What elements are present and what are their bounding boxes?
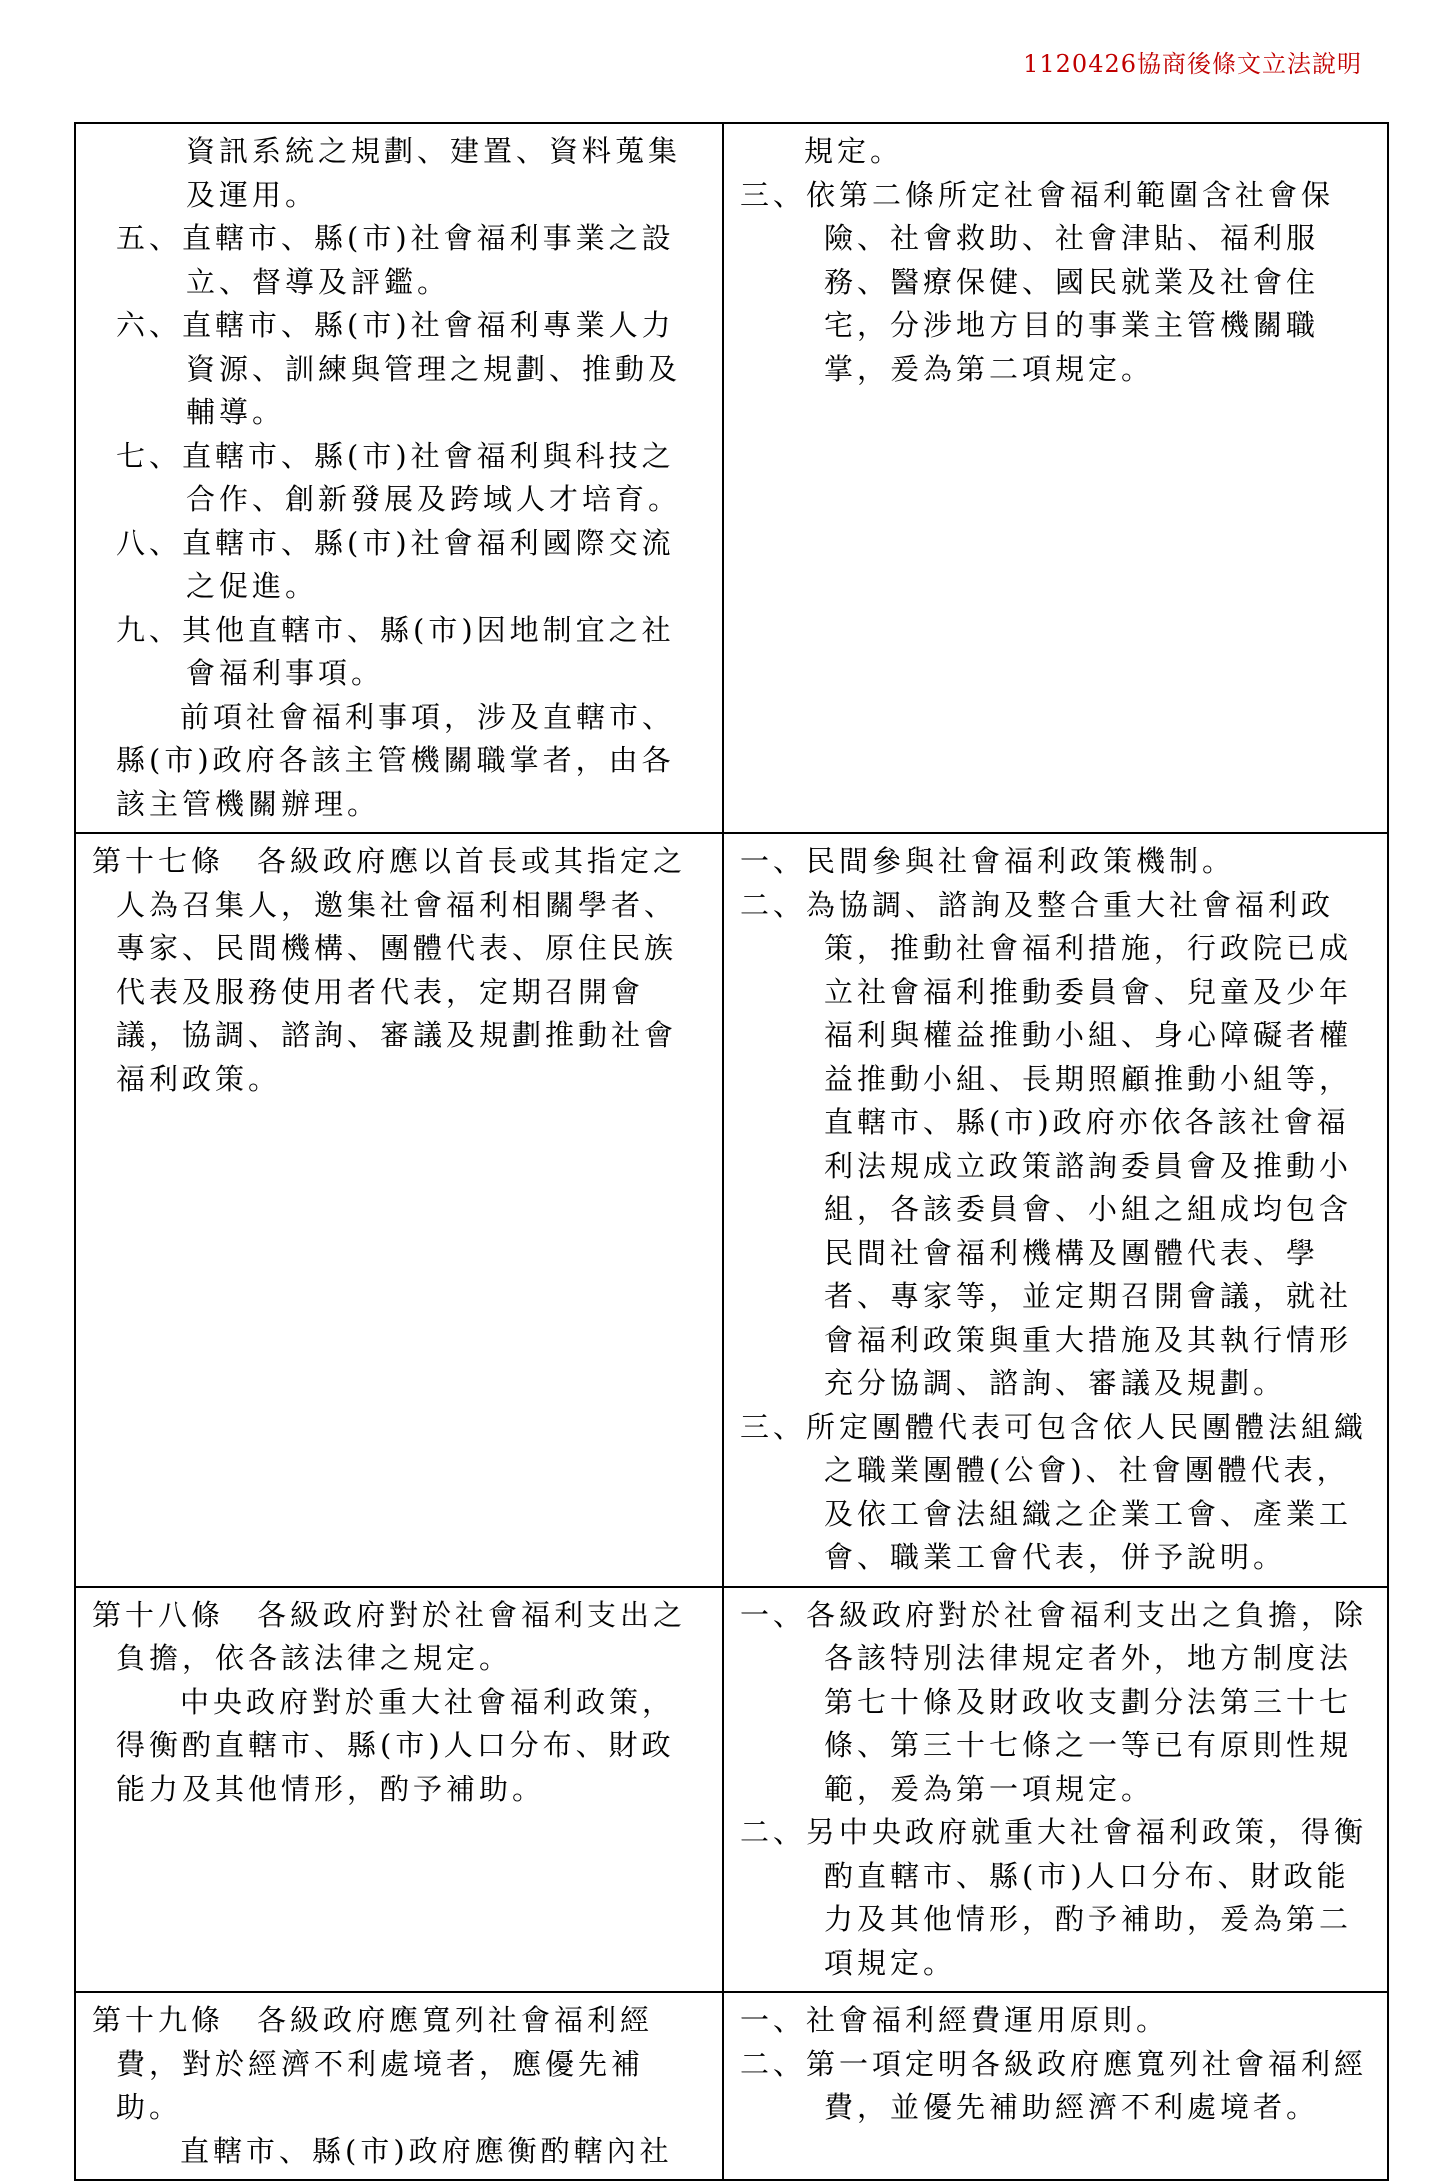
article-text-cell xyxy=(75,833,723,1587)
list-item: 一、各級政府對於社會福利支出之負擔，除各該特別法律規定者外，地方制度法第七十條及財政收支劃分法第三十七條、第三十七條之一等已有原則性規範，爰為第一項規定。 xyxy=(740,1597,1368,1806)
list-item: 一、民間參與社會福利政策機制。 xyxy=(740,844,1236,878)
paragraph: 直轄市、縣(市)政府應衡酌轄內社 xyxy=(180,2133,673,2168)
explanation-cell xyxy=(723,1992,1388,2180)
list-item: 三、所定團體代表可包含依人民團體法組織之職業團體(公會)、社會團體代表，及依工會法組織之企業工會、產業工會、職業工會代表，併予說明。 xyxy=(740,1409,1368,1574)
list-item: 資訊系統之規劃、建置、資料蒐集及運用。 xyxy=(186,134,682,212)
article-paragraph: 第十七條 各級政府應以首長或其指定之人為召集人，邀集社會福利相關學者、專家、民間機構、團體代表、原住民族代表及服務使用者代表，定期召開會議，協調、諮詢、審議及規劃推動社會福利政策。 xyxy=(92,844,687,1096)
paragraph: 中央政府對於重大社會福利政策，得衡酌直轄市、縣(市)人口分布、財政能力及其他情形，酌予補助。 xyxy=(116,1684,676,1806)
list-item: 一、社會福利經費運用原則。 xyxy=(740,2003,1170,2037)
article-text-cell xyxy=(75,123,723,833)
list-item: 二、第一項定明各級政府應寬列社會福利經費，並優先補助經濟不利處境者。 xyxy=(740,2046,1368,2124)
list-item: 六、直轄市、縣(市)社會福利專業人力資源、訓練與管理之規劃、推動及輔導。 xyxy=(116,308,682,429)
legislation-table xyxy=(74,122,1389,2181)
list-item: 三、依第二條所定社會福利範圍含社會保險、社會救助、社會津貼、福利服務、醫療保健、國民就業及社會住宅，分涉地方目的事業主管機關職掌，爰為第二項規定。 xyxy=(740,177,1335,386)
list-item: 二、另中央政府就重大社會福利政策，得衡酌直轄市、縣(市)人口分布、財政能力及其他情形，酌予補助，爰為第二項規定。 xyxy=(740,1815,1368,1980)
list-item: 二、為協調、諮詢及整合重大社會福利政策，推動社會福利措施，行政院已成立社會福利推動委員會、兒童及少年福利與權益推動小組、身心障礙者權益推動小組、長期照顧推動小組等，直轄市、縣(市)政府亦依各該社會福利法規成立政策諮詢委員會及推動小組，各該委員會、小組之組成均包含民間社會福利機構及團體代表、學者、專家等，並定期召開會議，就社會福利政策與重大措施及其執行情形充分協調、諮詢、審議及規劃。 xyxy=(740,887,1353,1400)
explanation-cell xyxy=(723,123,1388,833)
list-item: 九、其他直轄市、縣(市)因地制宜之社會福利事項。 xyxy=(116,612,675,690)
table-row xyxy=(75,123,1388,833)
document-header-id: 1120426協商後條文立法說明 xyxy=(1023,50,1362,78)
explanation-cell xyxy=(723,833,1388,1587)
article-paragraph: 第十九條 各級政府應寬列社會福利經費，對於經濟不利處境者，應優先補助。 xyxy=(92,2003,654,2124)
table-row xyxy=(75,1587,1388,1993)
explanation-cell xyxy=(723,1587,1388,1993)
list-item: 規定。 xyxy=(804,134,904,168)
article-text-cell xyxy=(75,1587,723,1993)
list-item: 五、直轄市、縣(市)社會福利事業之設立、督導及評鑑。 xyxy=(116,221,675,299)
article-paragraph: 第十八條 各級政府對於社會福利支出之負擔，依各該法律之規定。 xyxy=(92,1597,687,1675)
list-item: 八、直轄市、縣(市)社會福利國際交流之促進。 xyxy=(116,525,675,603)
paragraph: 前項社會福利事項，涉及直轄市、縣(市)政府各該主管機關職掌者，由各該主管機關辦理。 xyxy=(116,699,676,821)
table-row xyxy=(75,1992,1388,2180)
table-row xyxy=(75,833,1388,1587)
article-text-cell xyxy=(75,1992,723,2180)
list-item: 七、直轄市、縣(市)社會福利與科技之合作、創新發展及跨域人才培育。 xyxy=(116,438,682,516)
